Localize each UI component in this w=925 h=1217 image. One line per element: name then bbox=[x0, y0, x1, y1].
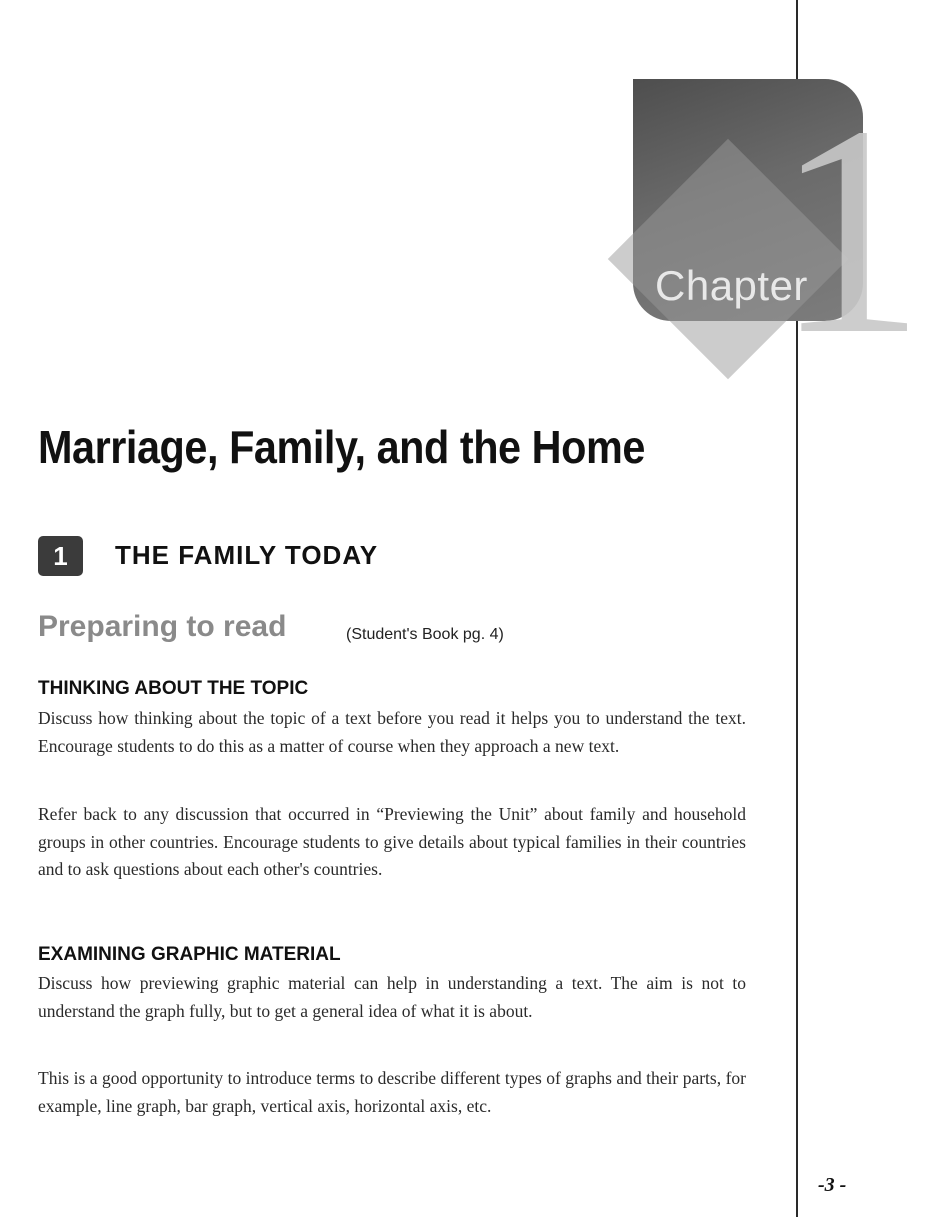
chapter-label: Chapter bbox=[655, 262, 808, 309]
chapter-number: 1 bbox=[775, 64, 925, 396]
unit-title: Marriage, Family, and the Home bbox=[38, 421, 645, 473]
thinking-paragraph-1: Discuss how thinking about the topic of a text before you read it helps you to understand the text. Encourage students to do this as a matter of course when they approach a new text. bbox=[38, 708, 746, 756]
thinking-heading: THINKING ABOUT THE TOPIC bbox=[38, 678, 309, 699]
thinking-paragraph-2: Refer back to any discussion that occurred in “Previewing the Unit” about family and household groups in other countries. Encourage students to give details about typical families in their countries and to ask questions about each other's countries. bbox=[38, 804, 746, 879]
section-title: THE FAMILY TODAY bbox=[115, 540, 379, 570]
page-number: -3 - bbox=[818, 1174, 847, 1196]
graphic-paragraph-2: This is a good opportunity to introduce terms to describe different types of graphs and their parts, for example, line graph, bar graph, vertical axis, horizontal axis, etc. bbox=[38, 1068, 746, 1116]
section-number-badge: 1 bbox=[38, 536, 83, 576]
preparing-heading: Preparing to read bbox=[38, 610, 287, 643]
graphic-heading: EXAMINING GRAPHIC MATERIAL bbox=[38, 944, 341, 965]
graphic-paragraph-1: Discuss how previewing graphic material can help in understanding a text. The aim is not to understand the graph fully, but to get a general idea of what it is about. bbox=[38, 973, 746, 1021]
students-book-reference: (Student's Book pg. 4) bbox=[346, 626, 504, 643]
